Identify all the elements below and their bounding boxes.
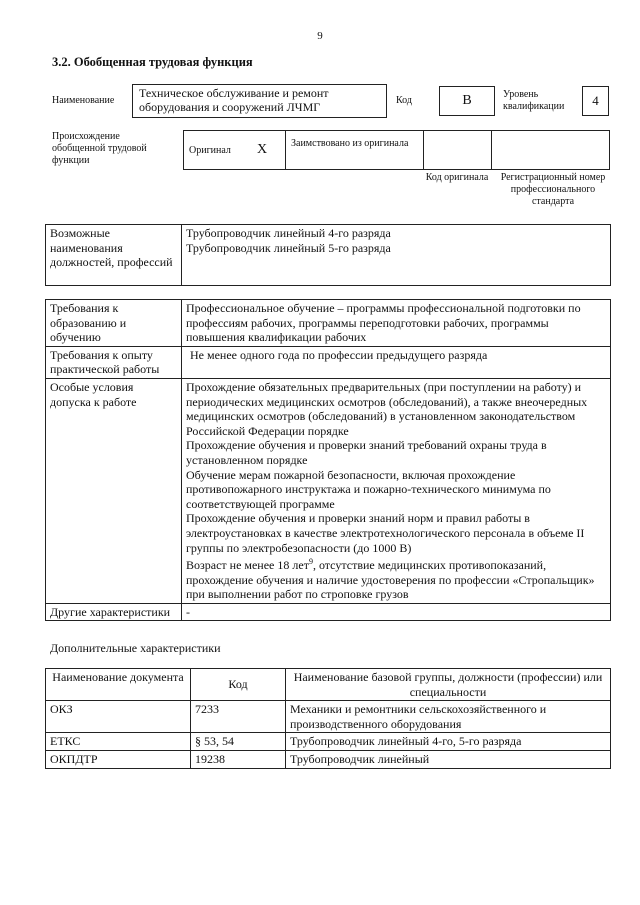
positions-label: Возможные наименования должностей, профессий (46, 225, 182, 286)
original-label: Оригинал (189, 145, 231, 156)
page-number: 9 (317, 30, 323, 42)
name-label: Наименование (52, 95, 115, 106)
table-cell: 7233 (191, 701, 286, 733)
table-cell: Механики и ремонтники сельскохозяйственного и производственного оборудования (286, 701, 611, 733)
table-row (46, 701, 611, 733)
req-value-special (182, 378, 611, 603)
paragraph: Прохождение обучения и проверки знаний норм и правил работы в электроустановках в качестве электротехнологического персонала в объеме II группы по электробезопасности (до 1000 В) (186, 511, 585, 555)
paragraph: Прохождение обязательных предварительных (при поступлении на работу) и периодических медицинских осмотров (обследований), а также внеочередных медицинских осмотров (обследований) в установленном законодательством Российской Федерации порядке (186, 379, 588, 438)
paragraph: Обучение мерам пожарной безопасности, включая прохождение противопожарного инструктажа и пожарно-технического минимума по соответствующей программе (186, 467, 551, 511)
table-row (46, 733, 611, 751)
paragraph: Возраст не менее 18 лет$^9$, отсутствие медицинских противопоказаний, прохождение обучения и наличие удостоверения по профессии «Стропальщик» при выполнении работ по строповке грузов (186, 557, 595, 602)
table-row (46, 603, 611, 621)
table-row (46, 378, 611, 603)
code-original-caption: Код оригинала (425, 172, 489, 183)
origin-label: Происхождение обобщенной трудовой функции (52, 131, 147, 166)
reg-number-caption: Регистрационный номер профессионального стандарта (500, 172, 606, 207)
column-header: Код (191, 669, 286, 701)
additional-table (45, 668, 611, 769)
code-label: Код (396, 95, 412, 106)
table-row (46, 750, 611, 768)
table-cell: 19238 (191, 750, 286, 768)
table-row (46, 300, 611, 347)
positions-values (182, 225, 611, 286)
table-cell: Трубопроводчик линейный (286, 750, 611, 768)
table-cell: ОКПДТР (46, 750, 191, 768)
table-cell: § 53, 54 (191, 733, 286, 751)
req-value: Профессиональное обучение – программы профессиональной подготовки по профессиям рабочих, программы переподготовки рабочих, программы повышения квалификации рабочих (182, 300, 611, 347)
code-value: B (439, 86, 495, 116)
req-label: Требования к опыту практической работы (46, 346, 182, 378)
table-row (46, 346, 611, 378)
table-cell: ЕТКС (46, 733, 191, 751)
table-row (46, 669, 611, 701)
req-label: Особые условия допуска к работе (46, 378, 182, 603)
table-cell: Трубопроводчик линейный 4-го, 5-го разряда (286, 733, 611, 751)
paragraph: Прохождение обучения и проверки знаний требований охраны труда в установленном порядке (186, 438, 547, 467)
borrowed-label: Заимствовано из оригинала (291, 138, 409, 149)
name-value-box (132, 84, 387, 118)
req-label: Требования к образованию и обучению (46, 300, 182, 347)
section-title: 3.2. Обобщенная трудовая функция (52, 55, 253, 69)
origin-row (183, 130, 610, 170)
additional-title: Дополнительные характеристики (50, 641, 221, 655)
column-header: Наименование документа (46, 669, 191, 701)
req-value: - (182, 603, 611, 621)
positions-table (45, 224, 611, 286)
level-label: Уровень квалификации (503, 89, 565, 112)
footnote-ref: 9 (308, 557, 313, 567)
req-value: Не менее одного года по профессии предыдущего разряда (182, 346, 611, 378)
requirements-table (45, 299, 611, 621)
req-label: Другие характеристики (46, 603, 182, 621)
list-item: Трубопроводчик линейный 5-го разряда (186, 240, 391, 255)
table-cell: ОКЗ (46, 701, 191, 733)
original-mark: X (257, 142, 268, 157)
list-item: Трубопроводчик линейный 4-го разряда (186, 226, 391, 240)
column-header: Наименование базовой группы, должности (профессии) или специальности (286, 669, 611, 701)
name-value: Техническое обслуживание и ремонт оборудования и сооружений ЛЧМГ (139, 86, 329, 114)
table-row (46, 225, 611, 286)
level-value: 4 (582, 86, 609, 116)
